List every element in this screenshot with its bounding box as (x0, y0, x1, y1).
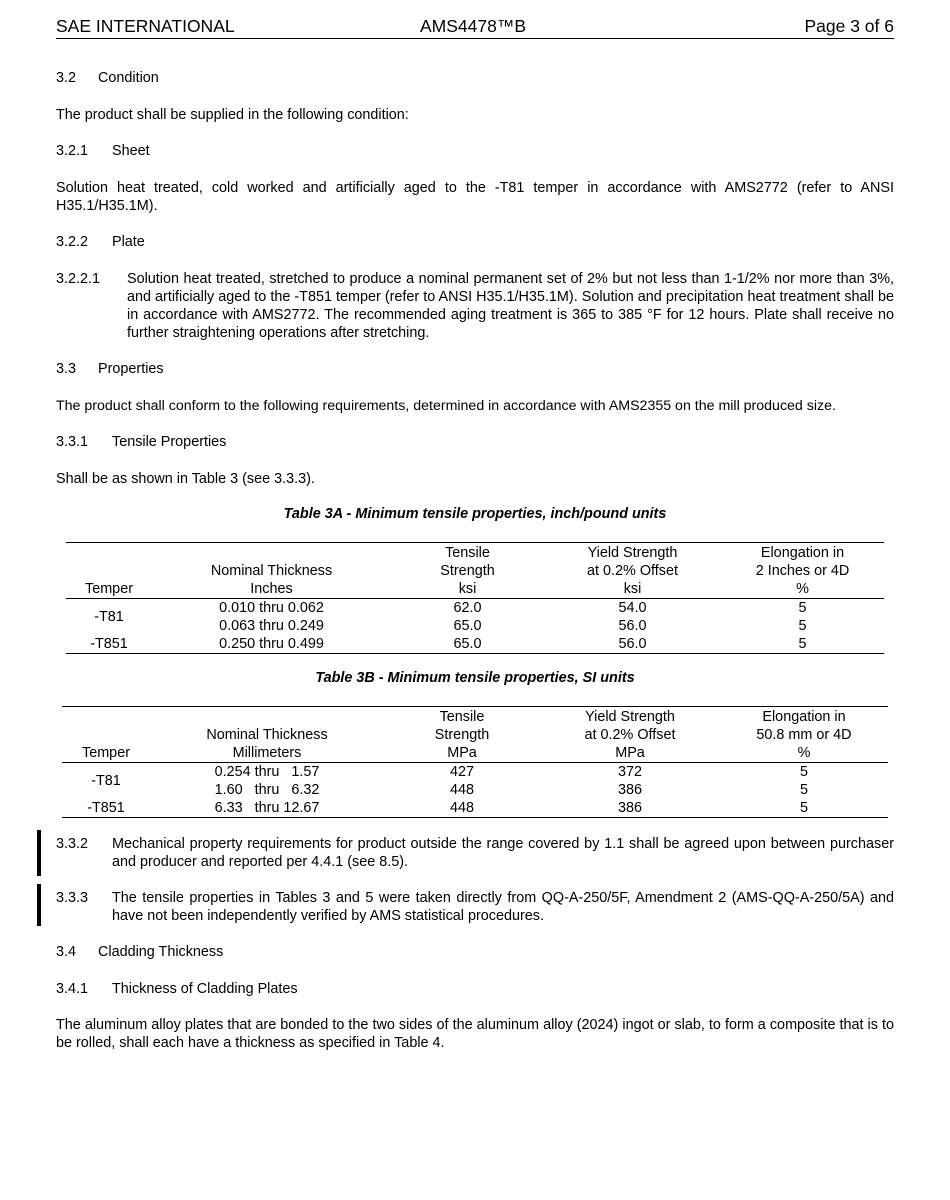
header-thickness-line1: Nominal Thickness (206, 727, 328, 743)
page-header (56, 16, 894, 39)
section-3-4-1-heading (56, 980, 298, 998)
section-3-3-3 (56, 889, 894, 925)
cell-thickness: 0.063 thru 0.249 (219, 618, 324, 634)
revision-change-bar (37, 830, 41, 876)
section-3-2-2-heading (56, 233, 145, 251)
header-tensile-line2: Strength (434, 727, 490, 743)
section-number: 3.2.2.1 (56, 271, 101, 287)
section-number: 3.2.1 (56, 143, 89, 159)
section-title: Thickness of Cladding Plates (112, 981, 298, 997)
header-tensile-line1: Tensile (384, 707, 540, 727)
header-yield-line2: at 0.2% Offset (584, 727, 676, 743)
tensile-paragraph: Shall be as shown in Table 3 (see 3.3.3). (56, 471, 315, 487)
cell-thickness: 0.010 thru 0.062 (219, 600, 324, 616)
cell-yield: 372 (617, 764, 642, 780)
cell-yield: 386 (617, 782, 642, 798)
table-3b (62, 706, 888, 818)
header-tensile-line1: Tensile (391, 543, 544, 563)
cell-thickness: 1.60 thru 6.32 (214, 782, 320, 798)
header-elongation-line1: Elongation in (721, 543, 884, 563)
section-title: Properties (98, 361, 164, 377)
header-yield-line1: Yield Strength (544, 543, 721, 563)
section-number: 3.4.1 (56, 981, 89, 997)
cell-yield: 56.0 (544, 635, 721, 654)
table-row (62, 799, 888, 818)
section-3-3-1-heading (56, 433, 226, 451)
plate-paragraph: Solution heat treated, stretched to produce a nominal permanent set of 2% but not less than 1-1/2% nor more than 3%, and artificially aged to the -T851 temper (refer to ANSI H35.1/H35.1M). Solution and precipitation heat treatment shall be in accordance with AMS2772. The recommended aging treatment is 365 to 385 °F for 12 hours. Plate shall receive no further straightening operations after stretching. (127, 271, 894, 341)
header-elongation-line2: 2 Inches or 4D (755, 563, 850, 579)
cell-temper: -T851 (66, 635, 152, 654)
mechanical-property-paragraph: Mechanical property requirements for product outside the range covered by 1.1 shall be agreed upon between purchaser and producer and reported per 4.4.1 (see 8.5). (112, 836, 894, 870)
table-3b-caption: Table 3B - Minimum tensile properties, SI units (315, 670, 635, 686)
tensile-source-paragraph: The tensile properties in Tables 3 and 5 were taken directly from QQ-A-250/5F, Amendment 2 (AMS-QQ-A-250/5A) and have not been independently verified by AMS statistical procedures. (112, 890, 894, 924)
table-row (62, 763, 888, 782)
header-elongation-line2: 50.8 mm or 4D (756, 727, 852, 743)
section-3-2-2-1 (56, 270, 894, 342)
cell-temper: -T81 (91, 773, 121, 789)
header-tensile-unit: ksi (391, 580, 544, 599)
cell-elongation: 5 (799, 764, 808, 780)
cell-tensile: 448 (384, 799, 540, 818)
condition-paragraph: The product shall be supplied in the following condition: (56, 107, 409, 123)
section-3-4-heading (56, 943, 223, 961)
cell-yield: 56.0 (618, 618, 647, 634)
header-temper: Temper (62, 744, 150, 763)
cell-tensile: 65.0 (453, 618, 482, 634)
section-title: Tensile Properties (112, 434, 227, 450)
header-temper: Temper (66, 580, 152, 599)
cell-temper: -T81 (94, 609, 124, 625)
header-organization: SAE INTERNATIONAL (56, 16, 235, 36)
table-row (66, 635, 884, 654)
header-tensile-unit: MPa (384, 744, 540, 763)
header-elongation-unit: % (721, 580, 884, 599)
header-thickness-unit: Inches (152, 580, 391, 599)
section-3-3-heading (56, 360, 164, 378)
cell-temper: -T851 (62, 799, 150, 818)
header-page-number: Page 3 of 6 (804, 16, 894, 36)
header-elongation-unit: % (720, 744, 888, 763)
section-title: Plate (112, 234, 145, 250)
table-row (66, 599, 884, 618)
header-thickness-line1: Nominal Thickness (210, 563, 333, 579)
section-number: 3.3.3 (56, 890, 89, 906)
cell-elongation: 5 (799, 782, 808, 798)
header-document-number: AMS4478™B (420, 16, 527, 36)
cell-tensile: 65.0 (391, 635, 544, 654)
header-yield-unit: MPa (540, 744, 720, 763)
table-row (66, 617, 884, 635)
section-number: 3.3.1 (56, 434, 89, 450)
section-number: 3.4 (56, 944, 77, 960)
header-elongation-line1: Elongation in (720, 707, 888, 727)
section-number: 3.2.2 (56, 234, 89, 250)
header-yield-line1: Yield Strength (540, 707, 720, 727)
section-3-3-2 (56, 835, 894, 871)
section-3-2-heading (56, 69, 159, 87)
properties-paragraph: The product shall conform to the following requirements, determined in accordance with AMS2355 on the mill produced size. (56, 398, 836, 414)
cell-tensile: 62.0 (453, 600, 482, 616)
section-number: 3.3 (56, 361, 77, 377)
table-3a-caption: Table 3A - Minimum tensile properties, inch/pound units (283, 506, 667, 522)
section-title: Condition (98, 70, 159, 86)
header-yield-unit: ksi (544, 580, 721, 599)
cell-yield: 386 (540, 799, 720, 818)
cell-yield: 54.0 (618, 600, 647, 616)
section-number: 3.2 (56, 70, 77, 86)
section-title: Cladding Thickness (98, 944, 224, 960)
cell-elongation: 5 (720, 799, 888, 818)
cell-thickness: 6.33 thru 12.67 (150, 799, 384, 818)
section-title: Sheet (112, 143, 150, 159)
section-number: 3.3.2 (56, 836, 89, 852)
table-row (62, 781, 888, 799)
table-3a (66, 542, 884, 654)
cell-tensile: 448 (449, 782, 474, 798)
section-3-2-1-heading (56, 142, 150, 160)
cell-thickness: 0.250 thru 0.499 (152, 635, 391, 654)
cladding-paragraph: The aluminum alloy plates that are bonded to the two sides of the aluminum alloy (2024) ingot or slab, to form a composite that is to be rolled, shall each have a thickness as specified in Table 4. (56, 1017, 894, 1051)
cell-tensile: 427 (449, 764, 474, 780)
sheet-paragraph: Solution heat treated, cold worked and artificially aged to the -T81 temper in accordance with AMS2772 (refer to ANSI H35.1/H35.1M). (56, 180, 894, 214)
cell-thickness: 0.254 thru 1.57 (214, 764, 320, 780)
header-yield-line2: at 0.2% Offset (587, 563, 678, 579)
cell-elongation: 5 (798, 618, 807, 634)
header-tensile-line2: Strength (440, 563, 495, 579)
revision-change-bar (37, 884, 41, 926)
cell-elongation: 5 (798, 600, 807, 616)
cell-elongation: 5 (721, 635, 884, 654)
header-thickness-unit: Millimeters (150, 744, 384, 763)
